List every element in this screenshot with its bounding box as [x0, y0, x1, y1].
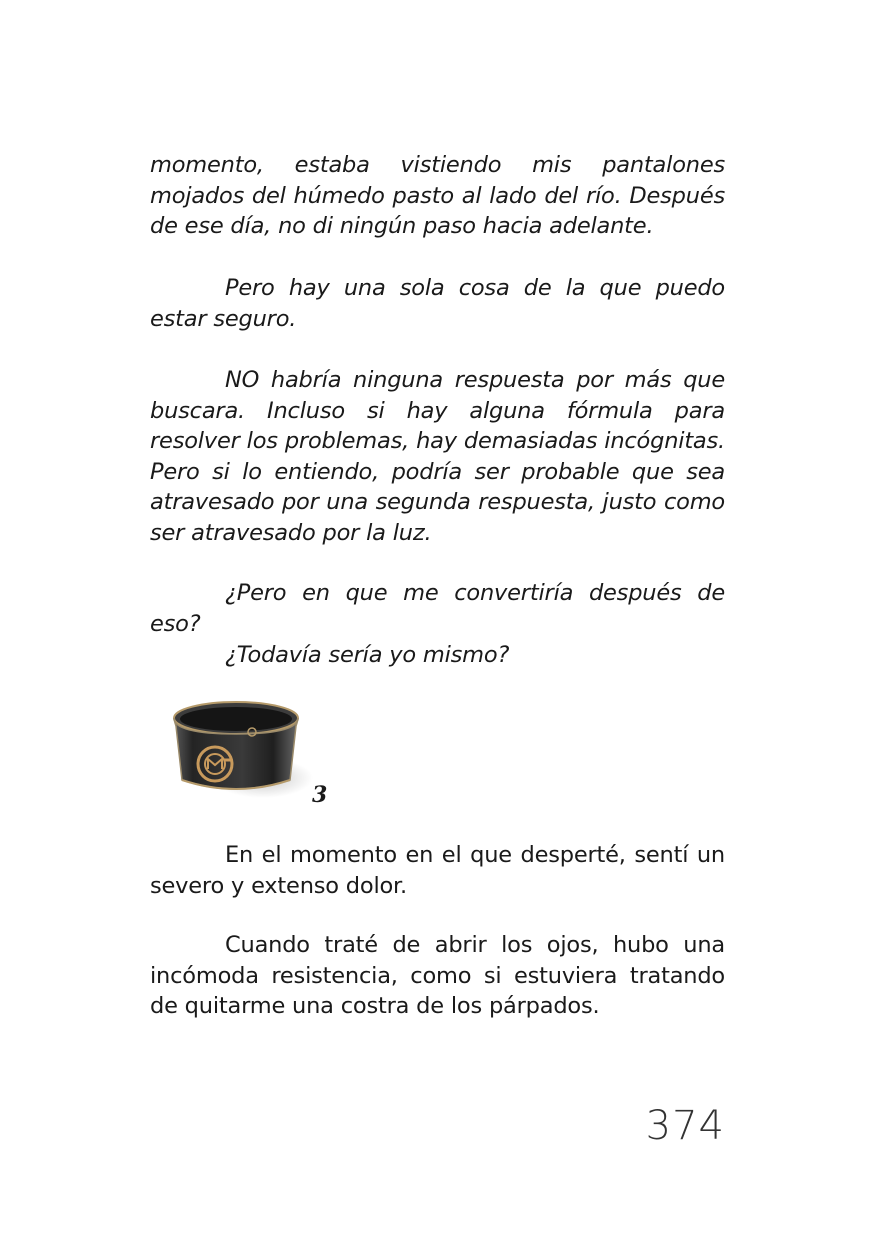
paragraph-7: Cuando traté de abrir los ojos, hubo una incómoda resistencia, como si estuviera tratando de quitarme una costra de los párpados.	[150, 932, 725, 1019]
paragraph-3: NO habría ninguna respuesta por más que buscara. Incluso si hay alguna fórmula para resolver los problemas, hay demasiadas incógnitas. Pero si lo entiendo, podría ser probable que sea atravesado por una segunda respuesta, justo como ser atravesado por la luz.	[150, 367, 725, 546]
bracelet-emblem-icon	[168, 690, 313, 800]
page-number: 374	[645, 1103, 725, 1149]
paragraph-6: En el momento en el que desperté, sentí un severo y extenso dolor.	[150, 842, 725, 899]
paragraph-1: momento, estaba vistiendo mis pantalones mojados del húmedo pasto al lado del río. Después de ese día, no di ningún paso hacia adelante.	[150, 152, 725, 239]
chapter-number: 3	[312, 782, 328, 808]
paragraph-2: Pero hay una sola cosa de la que puedo estar seguro.	[150, 275, 725, 332]
paragraph-4: ¿Pero en que me convertiría después de eso?	[150, 580, 725, 637]
paragraph-5: ¿Todavía sería yo mismo?	[225, 642, 510, 668]
